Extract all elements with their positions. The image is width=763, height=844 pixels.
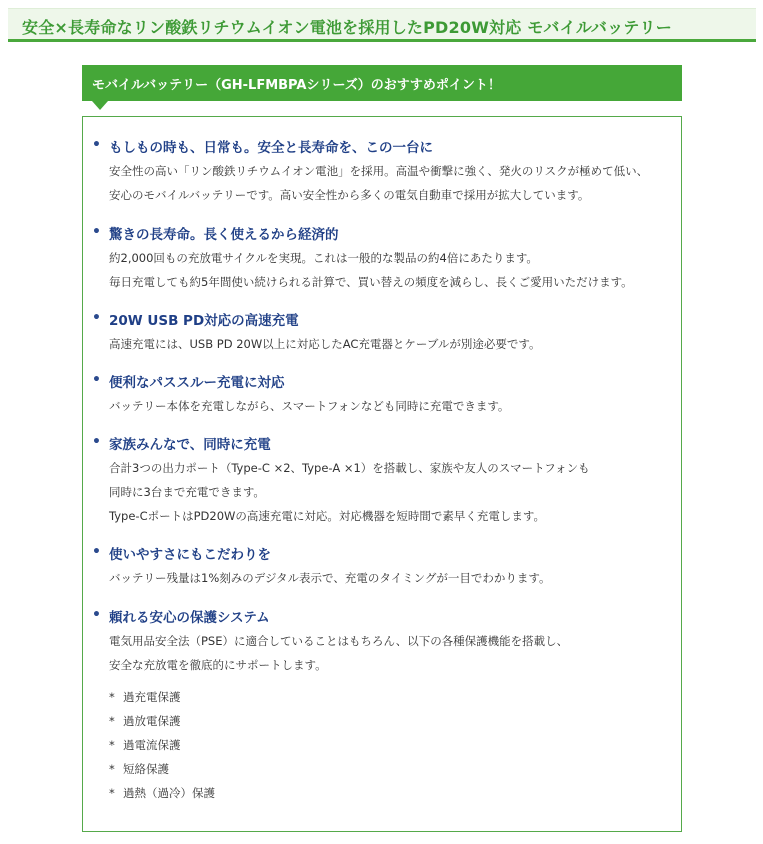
points-box — [82, 116, 682, 832]
point-text-line: 安全性の高い「リン酸鉄リチウムイオン電池」を採用。高温や衝撃に強く、発火のリスクが極めて低い、 — [109, 164, 649, 178]
protection-label: 過放電保護 — [123, 714, 181, 728]
point-text-line: 安心のモバイルバッテリーです。高い安全性から多くの電気自動車で採用が拡大しています。 — [109, 188, 590, 202]
point-text-line: バッテリー本体を充電しながら、スマートフォンなども同時に充電できます。 — [109, 399, 510, 413]
protection-label: 短絡保護 — [123, 762, 169, 776]
protection-item — [109, 689, 181, 705]
point-heading: もしもの時も、日常も。安全と長寿命を、この一台に — [109, 140, 433, 156]
asterisk-marker: * — [109, 786, 115, 800]
bullet-icon: • — [92, 434, 101, 450]
protection-label: 過充電保護 — [123, 690, 181, 704]
point-text-line: 同時に3台まで充電できます。 — [109, 485, 265, 499]
asterisk-marker: * — [109, 690, 115, 704]
point-text-line: 安全な充放電を徹底的にサポートします。 — [109, 658, 327, 672]
page-title-bar — [8, 8, 756, 42]
section-header-text: モバイルバッテリー（GH-LFMBPAシリーズ）のおすすめポイント！ — [92, 78, 501, 93]
bullet-icon: • — [92, 544, 101, 560]
point-text-line: 電気用品安全法（PSE）に適合していることはもちろん、以下の各種保護機能を搭載し、 — [109, 634, 569, 648]
protection-item — [109, 737, 181, 753]
protection-label: 過電流保護 — [123, 738, 181, 752]
protection-item — [109, 713, 181, 729]
point-text-line: Type-CポートはPD20Wの高速充電に対応。対応機器を短時間で素早く充電します。 — [109, 509, 545, 523]
bullet-icon: • — [92, 224, 101, 240]
section-header-pointer-icon — [92, 101, 108, 110]
protection-item — [109, 785, 215, 801]
bullet-icon: • — [92, 137, 101, 153]
asterisk-marker: * — [109, 738, 115, 752]
point-text-line: 約2,000回もの充放電サイクルを実現。これは一般的な製品の約4倍にあたります。 — [109, 251, 538, 265]
asterisk-marker: * — [109, 714, 115, 728]
point-text-line: 合計3つの出力ポート（Type-C ×2、Type-A ×1）を搭載し、家族や友人のスマートフォンも — [109, 461, 590, 475]
point-heading: 使いやすさにもこだわりを — [109, 547, 271, 563]
bullet-icon: • — [92, 372, 101, 388]
point-heading: 頼れる安心の保護システム — [109, 610, 270, 626]
bullet-icon: • — [92, 607, 101, 623]
point-text-line: 高速充電には、USB PD 20W以上に対応したAC充電器とケーブルが別途必要です。 — [109, 337, 541, 351]
point-heading: 20W USB PD対応の高速充電 — [109, 313, 299, 329]
protection-item — [109, 761, 169, 777]
point-text-line: 毎日充電しても約5年間使い続けられる計算で、買い替えの頻度を減らし、長くご愛用いただけます。 — [109, 275, 633, 289]
protection-label: 過熱（過冷）保護 — [123, 786, 215, 800]
point-heading: 家族みんなで、同時に充電 — [109, 437, 271, 453]
point-heading: 驚きの長寿命。長く使えるから経済的 — [109, 227, 339, 243]
bullet-icon: • — [92, 310, 101, 326]
asterisk-marker: * — [109, 762, 115, 776]
point-heading: 便利なパススルー充電に対応 — [109, 375, 285, 391]
page-title: 安全×長寿命なリン酸鉄リチウムイオン電池を採用したPD20W対応 モバイルバッテリー — [22, 18, 672, 37]
section-header — [82, 65, 682, 101]
point-text-line: バッテリー残量は1%刻みのデジタル表示で、充電のタイミングが一目でわかります。 — [109, 571, 551, 585]
